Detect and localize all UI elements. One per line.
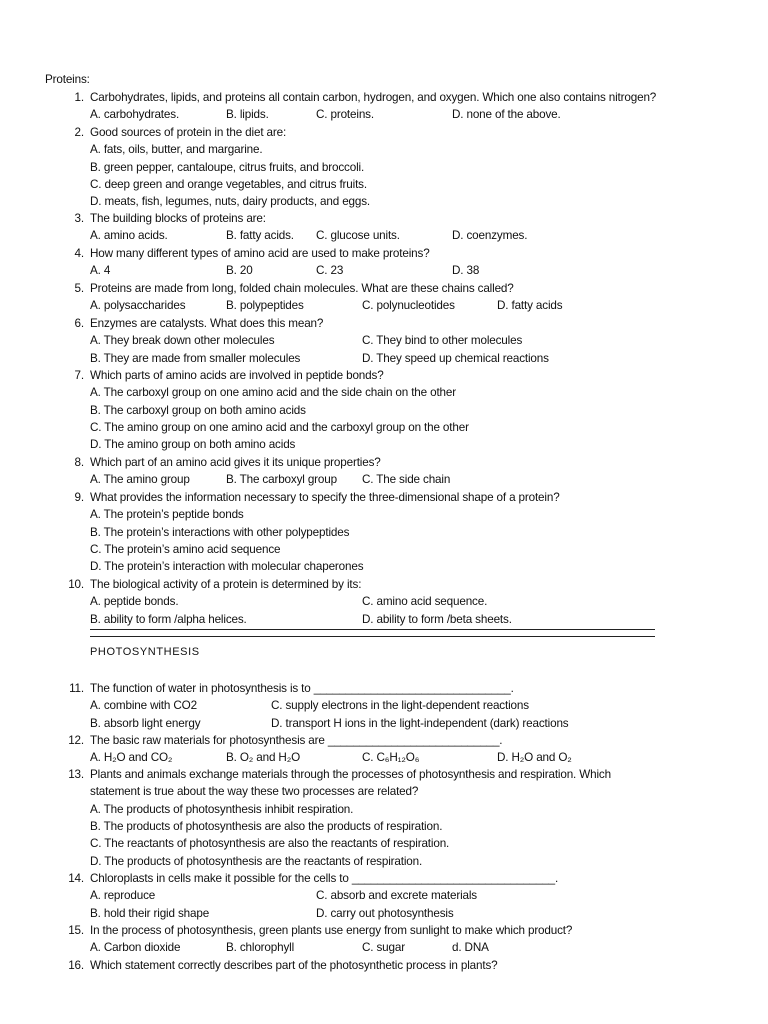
section-title-photosynthesis: PHOTOSYNTHESIS <box>90 646 200 658</box>
question-text: Which statement correctly describes part of the photosynthetic process in plants? <box>90 959 498 972</box>
answer-option: A. amino acids. <box>90 229 168 243</box>
answer-option: B. hold their rigid shape <box>90 906 210 920</box>
question-text: How many different types of amino acid are used to make proteins? <box>90 247 430 260</box>
answer-option: D. ability to form /beta sheets. <box>362 612 512 626</box>
answer-option: A. The products of photosynthesis inhibit respiration. <box>90 802 354 816</box>
answer-option: A. They break down other molecules <box>90 334 275 348</box>
section-title-proteins: Proteins: <box>45 73 90 86</box>
question-text: Chloroplasts in cells make it possible for the cells to ________________________________. <box>90 872 559 885</box>
answer-option: A. The carboxyl group on one amino acid and the side chain on the other <box>90 386 456 400</box>
answer-option: B. fatty acids. <box>226 229 294 243</box>
answer-option: D. The protein’s interaction with molecular chaperones <box>90 560 364 574</box>
answer-option: A. polysaccharides <box>90 299 186 313</box>
answer-option: C. absorb and excrete materials <box>316 889 478 903</box>
answer-option: A. peptide bonds. <box>90 595 179 609</box>
answer-option: D. 38 <box>452 264 480 278</box>
question-number: 1. <box>74 91 84 104</box>
answer-option: B. They are made from smaller molecules <box>90 351 301 365</box>
answer-option: C. The protein’s amino acid sequence <box>90 543 281 557</box>
question-text: Which part of an amino acid gives it its unique properties? <box>90 456 381 469</box>
answer-option: A. 4 <box>90 264 111 278</box>
section-separator <box>90 629 655 637</box>
question-number: 11. <box>69 682 84 695</box>
answer-option: D. carry out photosynthesis <box>316 906 454 920</box>
answer-option: C. The amino group on one amino acid and the carboxyl group on the other <box>90 421 469 435</box>
answer-option: B. absorb light energy <box>90 716 201 730</box>
answer-option: B. The carboxyl group <box>226 473 337 487</box>
answer-option: A. The protein’s peptide bonds <box>90 508 244 522</box>
answer-option: D. The products of photosynthesis are the reactants of respiration. <box>90 854 423 868</box>
answer-option: C. C₆H₁₂O₆ <box>362 751 420 765</box>
question-text: The basic raw materials for photosynthesis are ___________________________. <box>90 734 503 747</box>
answer-option: C. polynucleotides <box>362 299 455 313</box>
answer-option: C. The side chain <box>362 473 451 487</box>
question-number: 16. <box>68 959 84 972</box>
answer-option: A. fats, oils, butter, and margarine. <box>90 143 263 157</box>
question-text: The biological activity of a protein is determined by its: <box>90 578 362 591</box>
question-text: Which parts of amino acids are involved in peptide bonds? <box>90 369 384 382</box>
question-number: 5. <box>74 282 84 295</box>
question-number: 4. <box>74 247 84 260</box>
question-text: The function of water in photosynthesis is to _______________________________. <box>90 682 514 695</box>
answer-option: B. 20 <box>226 264 253 278</box>
question-text: Proteins are made from long, folded chain molecules. What are these chains called? <box>90 282 514 295</box>
answer-option: D. none of the above. <box>452 108 561 122</box>
answer-option: C. glucose units. <box>316 229 400 243</box>
answer-option: A. reproduce <box>90 889 156 903</box>
answer-option: C. 23 <box>316 264 344 278</box>
answer-option: D. H₂O and O₂ <box>497 751 572 765</box>
answer-option: B. lipids. <box>226 108 269 122</box>
answer-option: C. supply electrons in the light-dependent reactions <box>271 699 529 713</box>
question-number: 6. <box>74 317 84 330</box>
answer-option: C. amino acid sequence. <box>362 595 488 609</box>
answer-option: C. sugar <box>362 941 405 955</box>
question-text: Good sources of protein in the diet are: <box>90 126 287 139</box>
answer-option: D. meats, fish, legumes, nuts, dairy products, and eggs. <box>90 195 371 209</box>
question-number: 2. <box>74 126 84 139</box>
answer-option: B. chlorophyll <box>226 941 295 955</box>
answer-option: B. O₂ and H₂O <box>226 751 301 765</box>
question-text: The building blocks of proteins are: <box>90 212 266 225</box>
question-text: statement is true about the way these two processes are related? <box>90 785 419 799</box>
answer-option: D. coenzymes. <box>452 229 528 243</box>
answer-option: C. They bind to other molecules <box>362 334 523 348</box>
answer-option: B. green pepper, cantaloupe, citrus fruits, and broccoli. <box>90 160 365 174</box>
answer-option: B. ability to form /alpha helices. <box>90 612 247 626</box>
answer-option: C. The reactants of photosynthesis are also the reactants of respiration. <box>90 837 450 851</box>
answer-option: C. deep green and orange vegetables, and citrus fruits. <box>90 178 367 192</box>
answer-option: D. fatty acids <box>497 299 563 313</box>
question-number: 7. <box>74 369 84 382</box>
answer-option: A. Carbon dioxide <box>90 941 181 955</box>
question-text: In the process of photosynthesis, green plants use energy from sunlight to make which product? <box>90 924 573 937</box>
question-text: Enzymes are catalysts. What does this mean? <box>90 317 324 330</box>
answer-option: A. carbohydrates. <box>90 108 180 122</box>
answer-option: D. They speed up chemical reactions <box>362 351 549 365</box>
answer-option: B. The carboxyl group on both amino acids <box>90 403 306 417</box>
question-text: What provides the information necessary to specify the three-dimensional shape of a protein? <box>90 491 560 504</box>
question-number: 10. <box>68 578 84 591</box>
answer-option: B. polypeptides <box>226 299 304 313</box>
answer-option: D. transport H ions in the light-independent (dark) reactions <box>271 716 569 730</box>
question-text: Carbohydrates, lipids, and proteins all contain carbon, hydrogen, and oxygen. Which one also contains nitrogen? <box>90 91 657 104</box>
answer-option: B. The protein’s interactions with other polypeptides <box>90 525 350 539</box>
answer-option: B. The products of photosynthesis are also the products of respiration. <box>90 820 443 834</box>
question-number: 8. <box>74 456 84 469</box>
answer-option: A. H₂O and CO₂ <box>90 751 173 765</box>
answer-option: C. proteins. <box>316 108 374 122</box>
answer-option: D. The amino group on both amino acids <box>90 438 296 452</box>
question-number: 9. <box>74 491 84 504</box>
answer-option: d. DNA <box>452 941 489 955</box>
question-number: 14. <box>68 872 84 885</box>
question-number: 13. <box>68 768 84 781</box>
answer-option: A. The amino group <box>90 473 190 487</box>
question-number: 12. <box>68 734 84 747</box>
answer-option: A. combine with CO2 <box>90 699 197 713</box>
question-text: Plants and animals exchange materials through the processes of photosynthesis and respiration. Which <box>90 768 611 781</box>
question-number: 15. <box>68 924 84 937</box>
question-number: 3. <box>74 212 84 225</box>
